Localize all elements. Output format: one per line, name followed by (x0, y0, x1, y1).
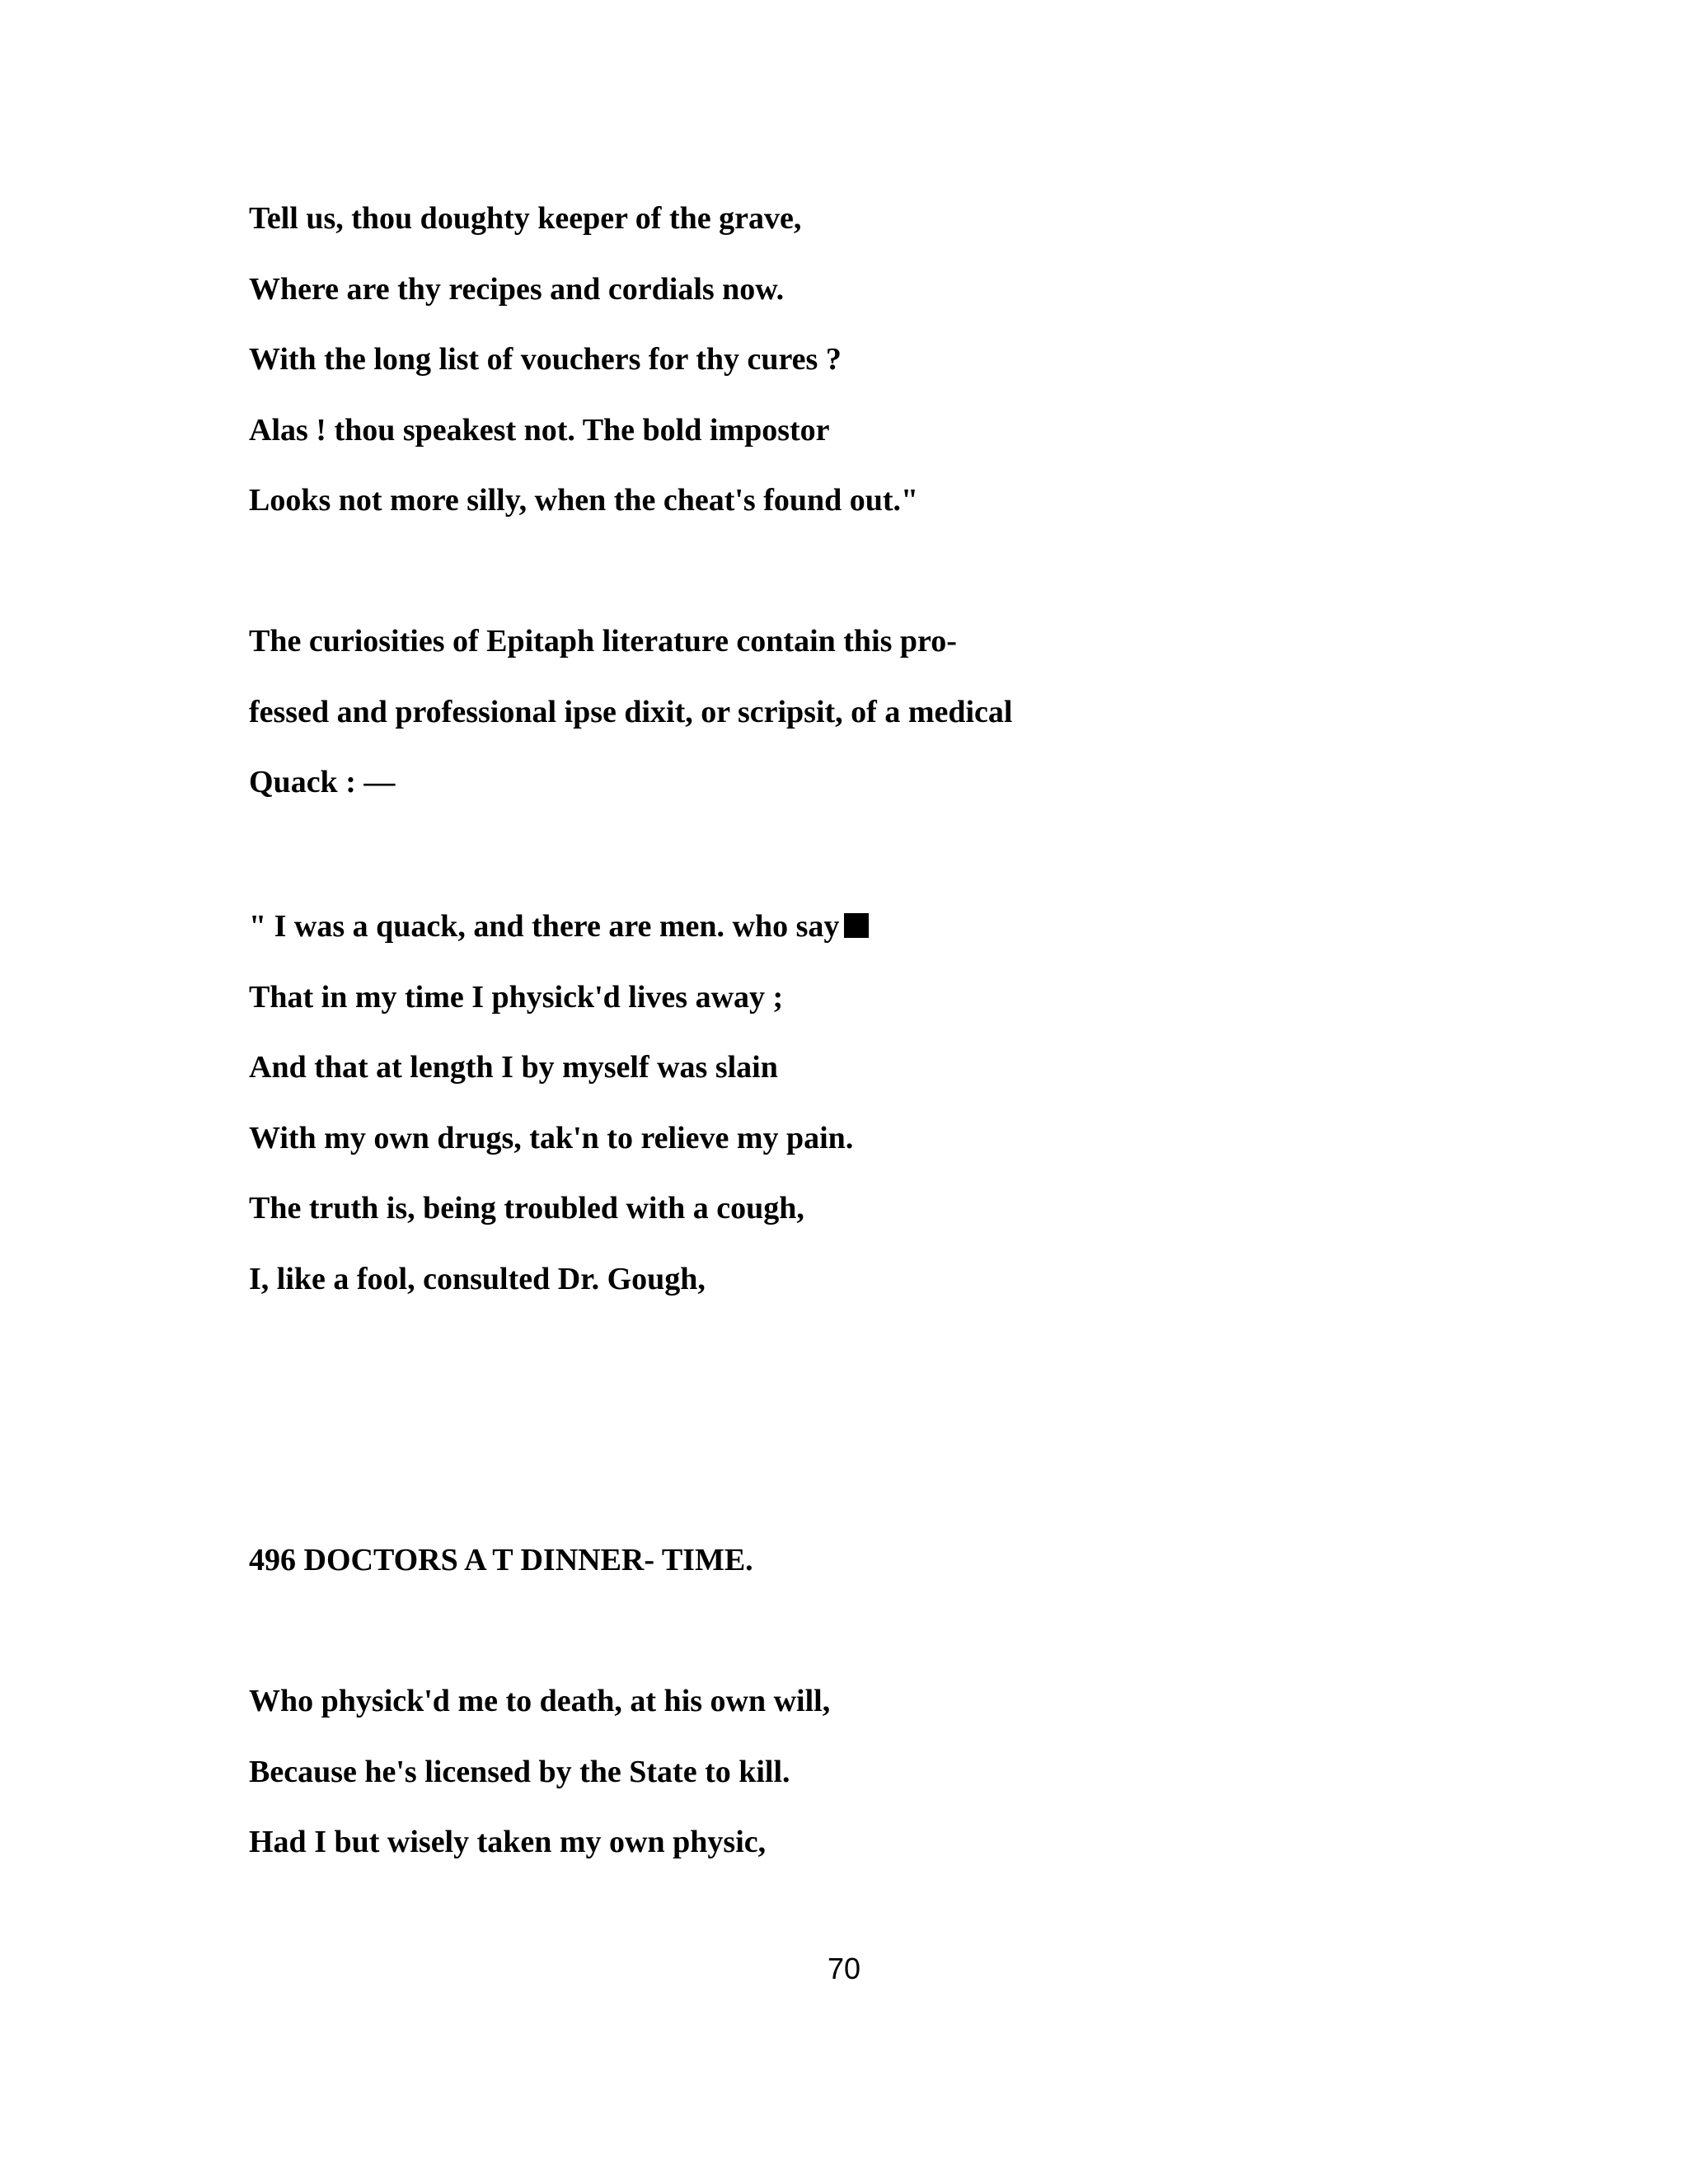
verse-line: That in my time I physick'd lives away ; (249, 980, 784, 1015)
running-header: 496 DOCTORS A T DINNER- TIME. (249, 1543, 753, 1577)
verse-line: Who physick'd me to death, at his own will, (249, 1684, 831, 1718)
verse-line: Alas ! thou speakest not. The bold impostor (249, 413, 830, 448)
verse-line: The truth is, being troubled with a cough, (249, 1191, 804, 1226)
verse-line: And that at length I by myself was slain (249, 1050, 778, 1085)
verse-line: Tell us, thou doughty keeper of the grave, (249, 201, 802, 236)
verse-line-text: " I was a quack, and there are men. who say (249, 909, 840, 944)
verse-line: With my own drugs, tak'n to relieve my pain. (249, 1121, 854, 1155)
paragraph-line: fessed and professional ipse dixit, or scripsit, of a medical (249, 695, 1013, 729)
verse-line: Where are thy recipes and cordials now. (249, 272, 785, 307)
page-number: 70 (827, 1952, 861, 1985)
verse-line: Had I but wisely taken my own physic, (249, 1825, 767, 1859)
verse-line: Looks not more silly, when the cheat's found out." (249, 483, 919, 518)
verse-line: With the long list of vouchers for thy cures ? (249, 342, 842, 377)
verse-line: I, like a fool, consulted Dr. Gough, (249, 1262, 706, 1296)
verse-line: Because he's licensed by the State to kill. (249, 1755, 790, 1789)
paragraph-line: The curiosities of Epitaph literature contain this pro- (249, 624, 957, 658)
paragraph-line: Quack : — (249, 765, 396, 799)
filled-square-icon (844, 913, 869, 938)
verse-line (249, 907, 869, 945)
